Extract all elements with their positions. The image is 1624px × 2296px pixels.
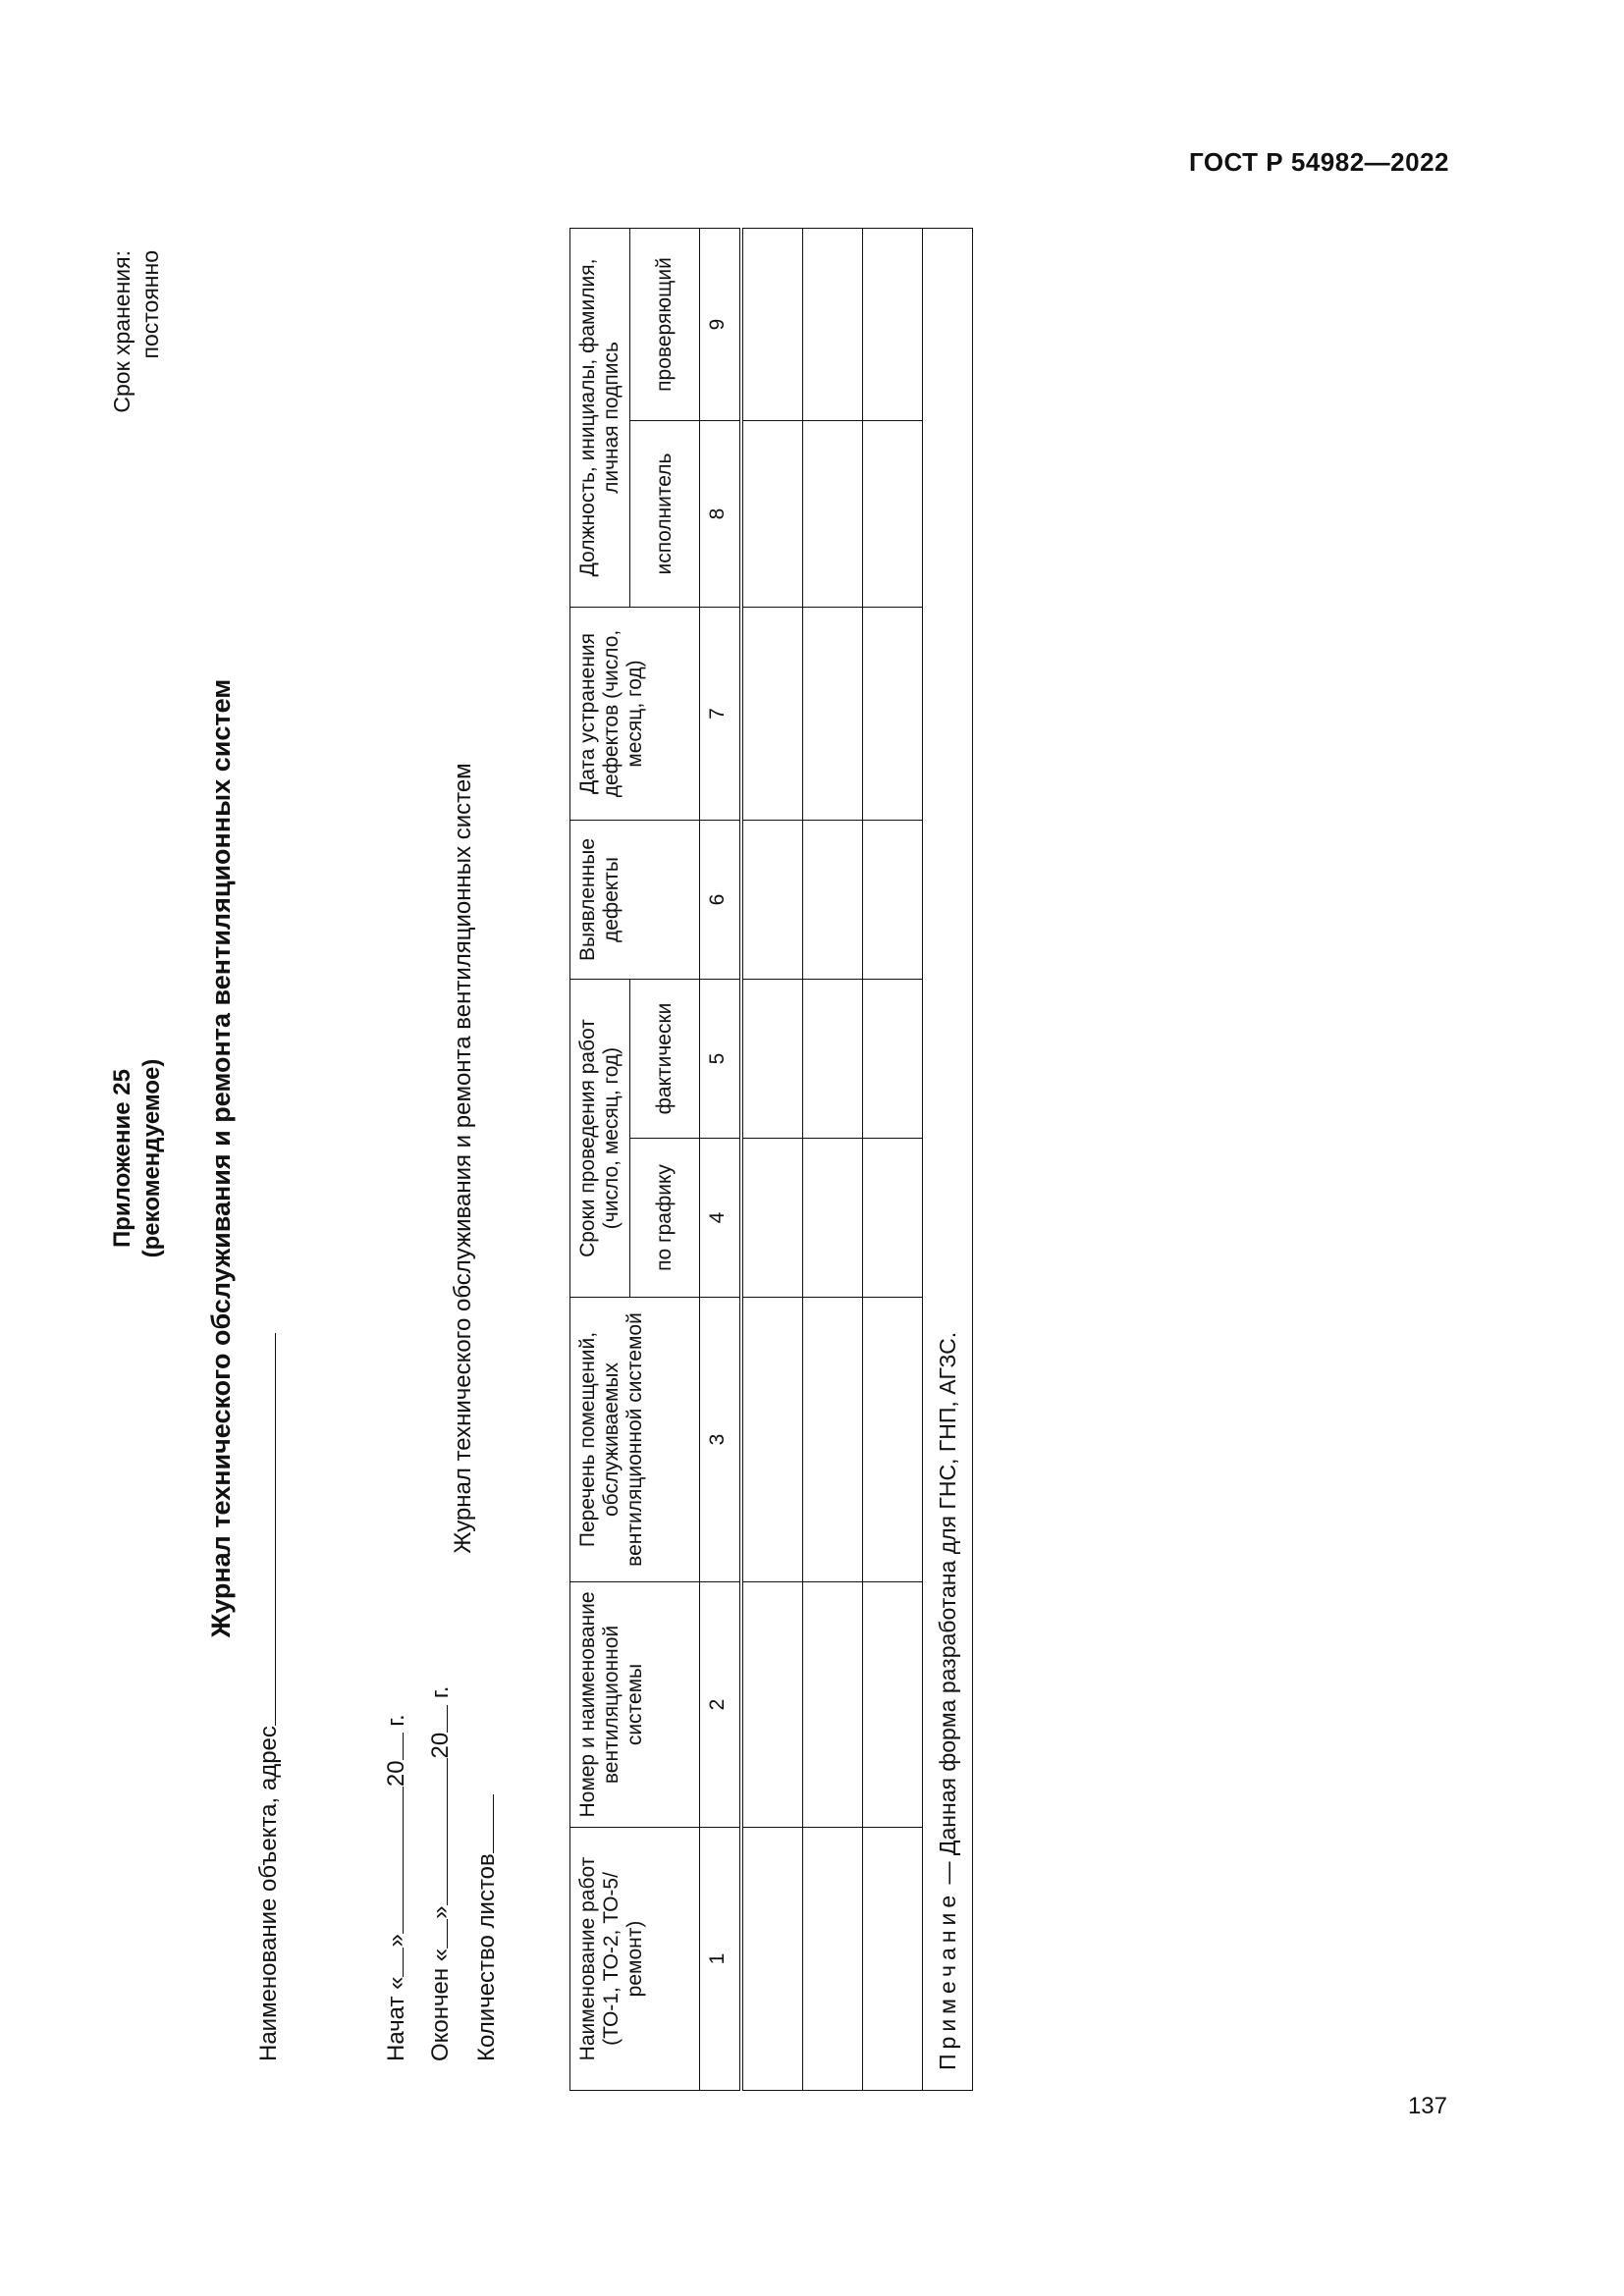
journal-subtitle: Журнал технического обслуживания и ремонта вентиляционных систем bbox=[450, 763, 476, 1554]
retention-label: Срок хранения: bbox=[109, 250, 135, 413]
table-cell[interactable] bbox=[803, 1298, 863, 1582]
retention-value: постоянно bbox=[137, 250, 163, 359]
header-fix-date: Дата устранения дефектов (число, месяц, год) bbox=[570, 608, 700, 821]
table-cell[interactable] bbox=[863, 821, 923, 980]
table-cell[interactable] bbox=[863, 1139, 923, 1298]
object-name-line bbox=[253, 1333, 276, 1726]
table-cell[interactable] bbox=[803, 821, 863, 980]
header-scheduled: по графику bbox=[630, 1139, 700, 1298]
table-cell[interactable] bbox=[863, 608, 923, 821]
column-number: 1 bbox=[700, 1828, 742, 2091]
header-executor: исполнитель bbox=[630, 421, 700, 608]
column-number-row bbox=[700, 229, 742, 2091]
finished-field bbox=[425, 1686, 455, 2061]
table-cell[interactable] bbox=[741, 1828, 803, 2091]
column-number: 5 bbox=[700, 980, 742, 1139]
header-rooms-list: Перечень помещений, обслуживаемых вентиляционной системой bbox=[570, 1298, 700, 1582]
object-name-field bbox=[253, 1333, 283, 2061]
quote-close: » bbox=[383, 1934, 409, 1948]
table-cell[interactable] bbox=[863, 1582, 923, 1828]
table-cell[interactable] bbox=[803, 421, 863, 608]
document-title: Журнал технического обслуживания и ремонта вентиляционных систем bbox=[206, 678, 236, 1638]
table-cell[interactable] bbox=[741, 1298, 803, 1582]
page-number: 137 bbox=[1407, 2093, 1447, 2119]
finished-day-line bbox=[425, 1919, 448, 1949]
table-row bbox=[803, 229, 863, 2091]
table-cell[interactable] bbox=[863, 980, 923, 1139]
note-text: — Данная форма разработана для ГНС, ГНП, АГЗС. bbox=[935, 1331, 960, 1891]
started-day-line bbox=[381, 1948, 404, 1977]
table-cell[interactable] bbox=[863, 421, 923, 608]
year-suffix: г. bbox=[383, 1714, 409, 1727]
started-year-line bbox=[381, 1733, 404, 1760]
table-cell[interactable] bbox=[741, 1139, 803, 1298]
table-cell[interactable] bbox=[741, 608, 803, 821]
appendix-heading bbox=[108, 226, 167, 2091]
table-cell[interactable] bbox=[863, 1298, 923, 1582]
quote-close: » bbox=[427, 1905, 454, 1919]
sheets-line bbox=[471, 1794, 494, 1853]
finished-label: Окончен « bbox=[427, 1948, 454, 2061]
column-number: 9 bbox=[700, 229, 742, 421]
table-cell[interactable] bbox=[863, 1828, 923, 2091]
header-persons: Должность, инициалы, фамилия, личная подпись bbox=[570, 229, 630, 608]
header-defects: Выявленные дефекты bbox=[570, 821, 700, 980]
table-cell[interactable] bbox=[803, 1139, 863, 1298]
column-number: 7 bbox=[700, 608, 742, 821]
object-name-label: Наименование объекта, адрес bbox=[255, 1726, 282, 2061]
finished-month-line bbox=[425, 1758, 448, 1905]
table-cell[interactable] bbox=[741, 980, 803, 1139]
appendix-title: Приложение 25 bbox=[109, 1069, 135, 1248]
sheets-label: Количество листов bbox=[473, 1853, 500, 2061]
year-prefix: 20 bbox=[383, 1760, 409, 1788]
retention-period bbox=[108, 250, 165, 413]
header-actual: фактически bbox=[630, 980, 700, 1139]
started-field bbox=[381, 1714, 410, 2061]
rotated-form bbox=[108, 226, 1070, 2091]
table-cell[interactable] bbox=[741, 229, 803, 421]
sheets-field bbox=[471, 1794, 501, 2061]
table-header-row bbox=[570, 229, 630, 2091]
column-number: 2 bbox=[700, 1582, 742, 1828]
appendix-status: (рекомендуемое) bbox=[138, 1058, 165, 1258]
column-number: 4 bbox=[700, 1139, 742, 1298]
header-system-number: Номер и наименование вентиляционной системы bbox=[570, 1582, 700, 1828]
table-cell[interactable] bbox=[803, 608, 863, 821]
column-number: 3 bbox=[700, 1298, 742, 1582]
header-work-name: Наименование работ (ТО-1, ТО-2, ТО-5/ ремонт) bbox=[570, 1828, 700, 2091]
column-number: 6 bbox=[700, 821, 742, 980]
started-month-line bbox=[381, 1787, 404, 1934]
table-cell[interactable] bbox=[863, 229, 923, 421]
started-label: Начат « bbox=[383, 1976, 409, 2061]
table-cell[interactable] bbox=[741, 421, 803, 608]
table-cell[interactable] bbox=[741, 821, 803, 980]
note-label: Примечание bbox=[935, 1890, 960, 2070]
log-table bbox=[569, 228, 973, 2091]
table-cell[interactable] bbox=[803, 980, 863, 1139]
note-row bbox=[923, 229, 973, 2091]
header-inspector: проверяющий bbox=[630, 229, 700, 421]
year-prefix: 20 bbox=[427, 1732, 454, 1759]
table-row bbox=[741, 229, 803, 2091]
table-cell[interactable] bbox=[803, 229, 863, 421]
table-cell[interactable] bbox=[803, 1828, 863, 2091]
standard-code: ГОСТ Р 54982—2022 bbox=[1188, 147, 1449, 177]
finished-year-line bbox=[425, 1705, 448, 1733]
table-cell[interactable] bbox=[741, 1582, 803, 1828]
header-work-dates: Сроки проведения работ (число, месяц, год) bbox=[570, 980, 630, 1298]
note-cell bbox=[923, 229, 973, 2091]
table-row bbox=[863, 229, 923, 2091]
year-suffix: г. bbox=[427, 1685, 454, 1699]
column-number: 8 bbox=[700, 421, 742, 608]
table-cell[interactable] bbox=[803, 1582, 863, 1828]
